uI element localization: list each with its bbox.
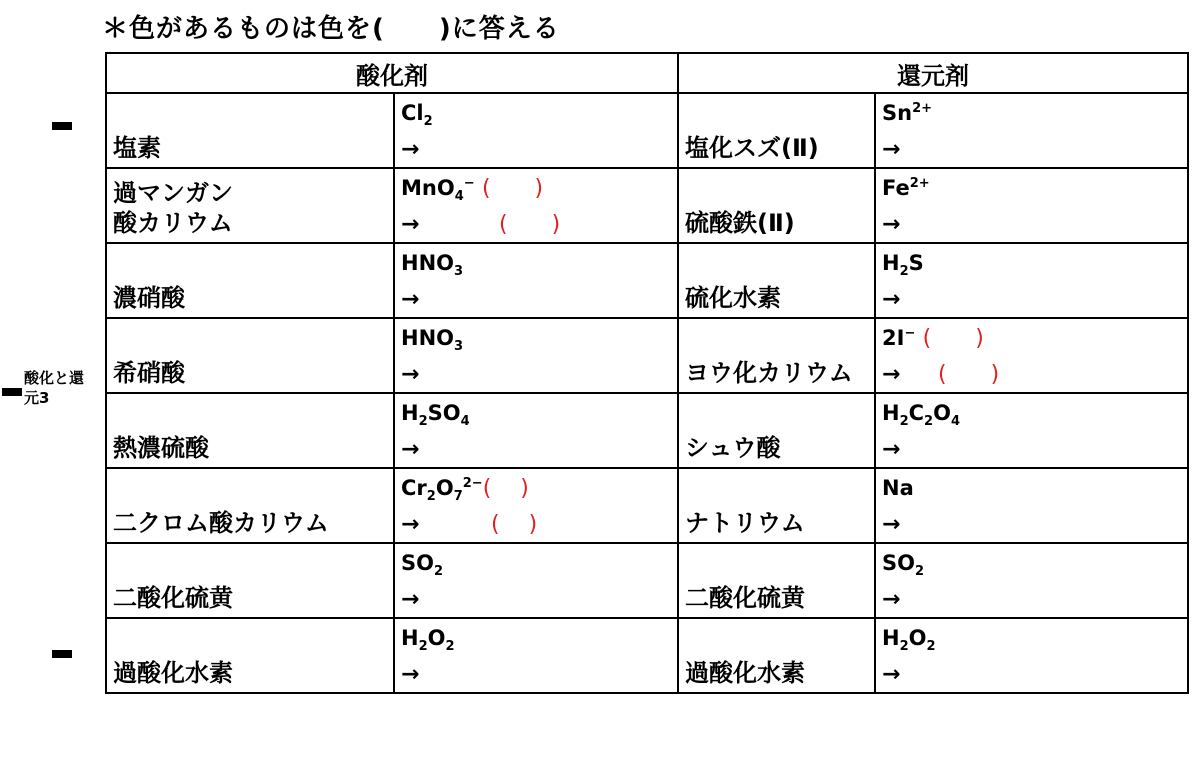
reaction-arrow: → — [882, 287, 901, 312]
reaction-arrow: → — [401, 362, 420, 387]
table-row — [106, 468, 1188, 543]
reaction-arrow: → — [401, 137, 420, 162]
reductant-formula: $H_2O_2$ — [882, 626, 936, 655]
table-row — [106, 168, 1188, 243]
color-answer-blank[interactable]: ( ) — [482, 476, 529, 501]
table-row — [106, 393, 1188, 468]
color-answer-blank[interactable]: ( ) — [481, 176, 544, 201]
table-row — [106, 318, 1188, 393]
reductant-formula-cell — [875, 93, 1188, 168]
oxidant-name: 二クロム酸カリウム — [106, 468, 394, 543]
oxidant-formula-cell — [394, 168, 678, 243]
oxidant-formula-cell — [394, 543, 678, 618]
reductant-name: 硫化水素 — [678, 243, 875, 318]
oxidant-name: 熱濃硫酸 — [106, 393, 394, 468]
side-label: 酸化と還元3 — [24, 369, 85, 407]
reductant-formula-cell — [875, 468, 1188, 543]
reductant-formula-cell — [875, 243, 1188, 318]
oxidant-name: 過酸化水素 — [106, 618, 394, 693]
redox-table — [105, 52, 1189, 694]
oxidant-formula-cell — [394, 318, 678, 393]
oxidant-formula: $H_2O_2$ — [401, 626, 455, 655]
color-answer-blank[interactable]: ( ) — [938, 362, 1000, 387]
table-row — [106, 243, 1188, 318]
reaction-arrow: → — [882, 437, 901, 462]
reductant-name: ナトリウム — [678, 468, 875, 543]
oxidant-formula: $Cl_2$ — [401, 101, 433, 130]
reductant-formula: $SO_2$ — [882, 551, 925, 580]
reductant-name: シュウ酸 — [678, 393, 875, 468]
reductant-formula: $Sn^{2+}$ — [882, 101, 933, 125]
reaction-arrow: → — [401, 662, 420, 687]
reaction-arrow: → — [401, 287, 420, 312]
reductant-formula-cell — [875, 318, 1188, 393]
reaction-arrow: → — [401, 512, 420, 537]
color-answer-blank[interactable]: ( ) — [491, 512, 538, 537]
oxidant-formula: $Cr_2O_7^{2-}$( ) — [401, 476, 529, 505]
reaction-arrow: → — [401, 437, 420, 462]
oxidant-formula-cell — [394, 393, 678, 468]
oxidant-name: 過マンガン 酸カリウム — [106, 168, 394, 243]
reaction-arrow: → — [882, 137, 901, 162]
reductant-formula-cell — [875, 393, 1188, 468]
side-marker-top — [52, 122, 72, 130]
oxidant-formula: $HNO_3$ — [401, 251, 464, 280]
oxidant-formula: MnO$_4$− ( ) — [401, 176, 544, 205]
table-row — [106, 543, 1188, 618]
reaction-arrow: → — [882, 587, 901, 612]
reductant-header: 還元剤 — [678, 53, 1188, 93]
reductant-formula: $H_2S$ — [882, 251, 924, 280]
oxidant-name: 塩素 — [106, 93, 394, 168]
reductant-formula: $Fe^{2+}$ — [882, 176, 930, 200]
oxidant-name: 希硝酸 — [106, 318, 394, 393]
reaction-arrow: → — [882, 362, 901, 387]
oxidant-formula: $H_2SO_4$ — [401, 401, 470, 430]
reaction-arrow: → — [882, 212, 901, 237]
header-row — [106, 53, 1188, 93]
reductant-name: 塩化スズ(Ⅱ) — [678, 93, 875, 168]
oxidant-header: 酸化剤 — [106, 53, 678, 93]
oxidant-formula-cell — [394, 468, 678, 543]
oxidant-formula-cell — [394, 93, 678, 168]
oxidant-formula-cell — [394, 618, 678, 693]
reaction-arrow: → — [401, 212, 420, 237]
reductant-name: 二酸化硫黄 — [678, 543, 875, 618]
reductant-name: ヨウ化カリウム — [678, 318, 875, 393]
reaction-arrow: → — [401, 587, 420, 612]
side-marker-bottom — [52, 650, 72, 658]
instruction-text: ＊色があるものは色を( )に答える — [102, 14, 560, 44]
color-answer-blank[interactable]: ( ) — [922, 326, 984, 351]
oxidant-formula: $HNO_3$ — [401, 326, 464, 355]
reductant-formula: Na — [882, 476, 914, 500]
oxidant-formula-cell — [394, 243, 678, 318]
oxidant-name: 二酸化硫黄 — [106, 543, 394, 618]
reductant-formula-cell — [875, 543, 1188, 618]
oxidant-name: 濃硝酸 — [106, 243, 394, 318]
reaction-arrow: → — [882, 512, 901, 537]
table-row — [106, 93, 1188, 168]
table-row — [106, 618, 1188, 693]
reductant-formula: $H_2C_2O_4$ — [882, 401, 960, 430]
oxidant-formula: $SO_2$ — [401, 551, 444, 580]
reductant-formula-cell — [875, 618, 1188, 693]
reaction-arrow: → — [882, 662, 901, 687]
reductant-name: 硫酸鉄(Ⅱ) — [678, 168, 875, 243]
reductant-name: 過酸化水素 — [678, 618, 875, 693]
reductant-formula-cell — [875, 168, 1188, 243]
side-marker-middle — [2, 388, 22, 396]
reductant-formula: 2I− ( ) — [882, 326, 984, 351]
color-answer-blank[interactable]: ( ) — [499, 212, 561, 237]
